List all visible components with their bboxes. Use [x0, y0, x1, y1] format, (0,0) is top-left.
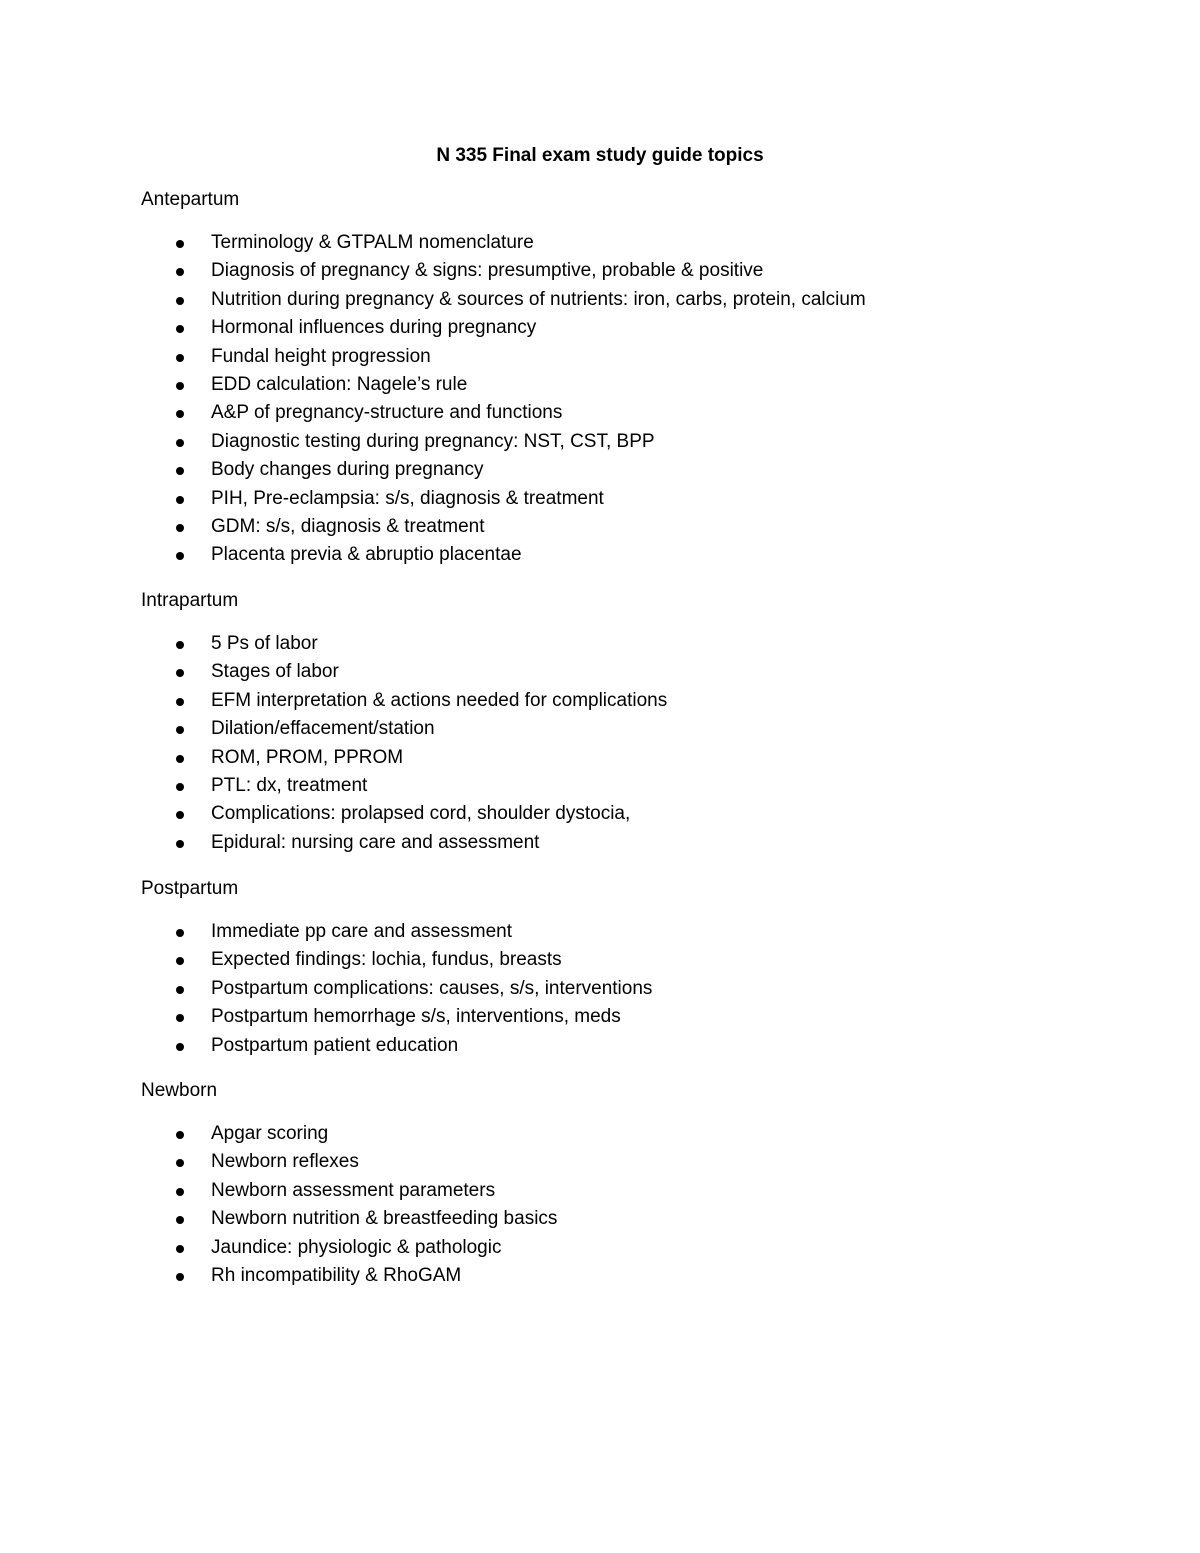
list-item [141, 486, 1141, 514]
list-item-text: Terminology & GTPALM nomenclature [211, 232, 534, 253]
bullet-icon [176, 439, 184, 447]
bullet-icon [176, 698, 184, 706]
list-item-text: Expected findings: lochia, fundus, breasts [211, 949, 562, 971]
list-item-text: Hormonal influences during pregnancy [211, 317, 537, 339]
bullet-icon [176, 467, 184, 475]
list-item [141, 344, 1141, 372]
list-item [141, 315, 1141, 343]
list-item [141, 1178, 1141, 1206]
list-item-text: A&P of pregnancy-structure and functions [211, 402, 563, 424]
document-title: N 335 Final exam study guide topics [436, 145, 764, 166]
bullet-icon [176, 1014, 184, 1022]
list-item-text: ROM, PROM, PPROM [211, 746, 404, 768]
list-item-text: Newborn nutrition & breastfeeding basics [211, 1208, 558, 1230]
list-item-text: Complications: prolapsed cord, shoulder dystocia, [211, 803, 631, 825]
list-item-text: Rh incompatibility & RhoGAM [211, 1264, 462, 1286]
list-item-text: EFM interpretation & actions needed for complications [211, 689, 668, 711]
bullet-icon [176, 325, 184, 333]
list-item [141, 631, 1141, 659]
list-item-text: 5 Ps of labor [211, 633, 318, 654]
list-item [141, 773, 1141, 801]
list-item [141, 688, 1141, 716]
list-item [141, 400, 1141, 428]
topic-list [141, 631, 1141, 858]
bullet-icon [176, 268, 184, 276]
list-item-text: Postpartum hemorrhage s/s, interventions, meds [211, 1006, 621, 1028]
list-item-text: Dilation/effacement/station [211, 718, 435, 740]
list-item-text: Newborn reflexes [211, 1151, 359, 1173]
bullet-icon [176, 1188, 184, 1196]
bullet-icon [176, 957, 184, 965]
list-item-text: Apgar scoring [211, 1123, 329, 1144]
list-item-text: Postpartum patient education [211, 1034, 459, 1056]
bullet-icon [176, 354, 184, 362]
bullet-icon [176, 755, 184, 763]
list-item [141, 457, 1141, 485]
section-heading: Intrapartum [141, 590, 239, 611]
bullet-icon [176, 297, 184, 305]
bullet-icon [176, 726, 184, 734]
list-item [141, 659, 1141, 687]
list-item [141, 514, 1141, 542]
section-intrapartum [141, 588, 1141, 858]
bullet-icon [176, 524, 184, 532]
list-item [141, 716, 1141, 744]
bullet-icon [176, 410, 184, 418]
section-antepartum [141, 187, 1141, 571]
list-item-text: Jaundice: physiologic & pathologic [211, 1236, 502, 1258]
list-item [141, 372, 1141, 400]
list-item [141, 1033, 1141, 1061]
list-item [141, 801, 1141, 829]
list-item-text: Epidural: nursing care and assessment [211, 831, 540, 853]
bullet-icon [176, 552, 184, 560]
bullet-icon [176, 1131, 184, 1139]
list-item [141, 976, 1141, 1004]
bullet-icon [176, 382, 184, 390]
bullet-icon [176, 240, 184, 248]
bullet-icon [176, 1043, 184, 1051]
list-item-text: Placenta previa & abruptio placentae [211, 544, 522, 566]
list-item-text: Nutrition during pregnancy & sources of nutrients: iron, carbs, protein, calcium [211, 288, 866, 310]
list-item-text: Stages of labor [211, 661, 339, 683]
list-item [141, 258, 1141, 286]
list-item [141, 429, 1141, 457]
bullet-icon [176, 1159, 184, 1167]
list-item-text: EDD calculation: Nagele’s rule [211, 373, 468, 395]
list-item-text: PTL: dx, treatment [211, 774, 368, 796]
bullet-icon [176, 1245, 184, 1253]
topic-list [141, 1121, 1141, 1291]
bullet-icon [176, 669, 184, 677]
section-heading: Postpartum [141, 878, 239, 899]
bullet-icon [176, 496, 184, 504]
list-item [141, 919, 1141, 947]
bullet-icon [176, 641, 184, 649]
list-item-text: Postpartum complications: causes, s/s, interventions [211, 977, 653, 999]
section-heading: Newborn [141, 1080, 218, 1101]
list-item [141, 1263, 1141, 1291]
bullet-icon [176, 929, 184, 937]
section-newborn [141, 1078, 1141, 1291]
section-heading: Antepartum [141, 189, 240, 210]
bullet-icon [176, 986, 184, 994]
section-postpartum [141, 876, 1141, 1061]
list-item [141, 230, 1141, 258]
bullet-icon [176, 1216, 184, 1224]
list-item [141, 1121, 1141, 1149]
list-item-text: Fundal height progression [211, 345, 431, 367]
topic-list [141, 230, 1141, 571]
list-item [141, 1235, 1141, 1263]
list-item-text: Newborn assessment parameters [211, 1179, 496, 1201]
bullet-icon [176, 840, 184, 848]
list-item [141, 1149, 1141, 1177]
bullet-icon [176, 783, 184, 791]
list-item-text: Diagnostic testing during pregnancy: NST, CST, BPP [211, 430, 655, 452]
list-item [141, 947, 1141, 975]
list-item [141, 830, 1141, 858]
list-item [141, 1206, 1141, 1234]
list-item-text: PIH, Pre-eclampsia: s/s, diagnosis & treatment [211, 487, 604, 509]
list-item-text: Immediate pp care and assessment [211, 921, 512, 942]
bullet-icon [176, 811, 184, 819]
list-item-text: Body changes during pregnancy [211, 459, 484, 481]
list-item [141, 745, 1141, 773]
bullet-icon [176, 1273, 184, 1281]
topic-list [141, 919, 1141, 1061]
list-item [141, 1004, 1141, 1032]
list-item-text: GDM: s/s, diagnosis & treatment [211, 515, 485, 537]
list-item [141, 287, 1141, 315]
list-item [141, 542, 1141, 570]
list-item-text: Diagnosis of pregnancy & signs: presumptive, probable & positive [211, 260, 764, 282]
